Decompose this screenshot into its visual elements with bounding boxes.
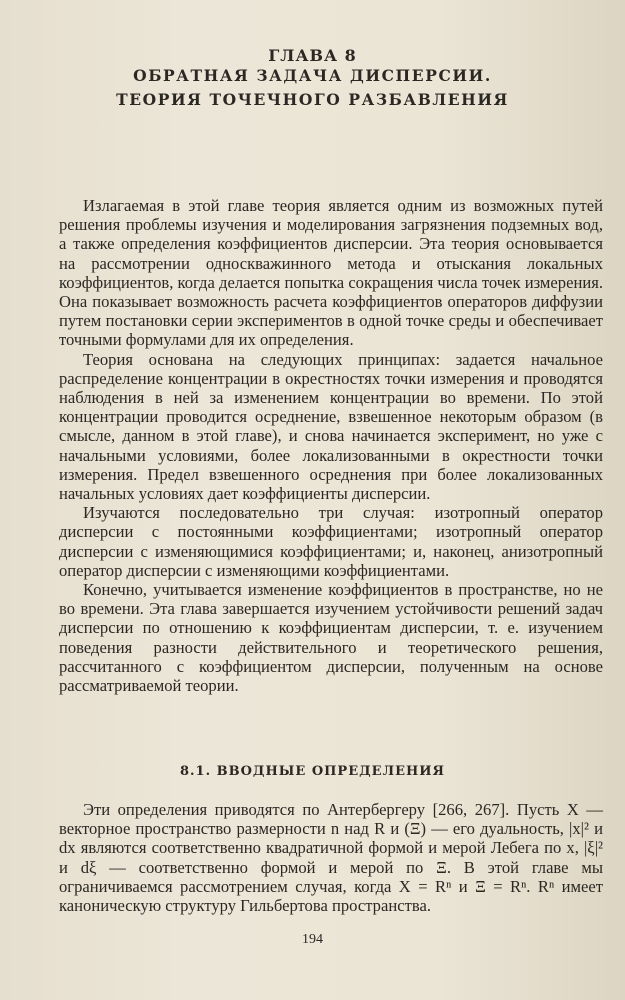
paragraph: Конечно, учитывается изменение коэффициентов в пространстве, но не во времени. Эта глава завершается изучением устойчивости решений задач дисперсии по отношению к коэффициентам дисперсии, т. е. изучением поведения разности действительного и теоретического решения, рассчитанного с коэффициентом дисперсии, полученным на основе рассматриваемой теории. [59, 580, 603, 696]
paragraph: Теория основана на следующих принципах: задается начальное распределение концентрации в окрестностях точки измерения и проводятся наблюдения в ней за изменением концентрации во времени. По этой концентрации проводится осреднение, взвешенное некоторым образом (в смысле, данном в этой главе), и снова начинается эксперимент, но уже с начальными условиями, более локализованными в окрестности точки измерения. Предел взвешенного осреднения при более локализованных начальных условиях дает коэффициенты дисперсии. [59, 349, 603, 504]
chapter-title-line2: ТЕОРИЯ ТОЧЕЧНОГО РАЗБАВЛЕНИЯ [116, 90, 509, 109]
chapter-title-line1: ОБРАТНАЯ ЗАДАЧА ДИСПЕРСИИ. [133, 66, 492, 85]
paragraph: Изучаются последовательно три случая: изотропный оператор дисперсии с постоянными коэффициентами; изотропный оператор дисперсии с изменяющимися коэффициентами; и, наконец, анизотропный оператор дисперсии с изменяющими коэффициентами. [59, 503, 603, 580]
chapter-intro-text [59, 196, 603, 695]
page-number: 194 [302, 932, 323, 947]
paragraph: Эти определения приводятся по Антербергеру [266, 267]. Пусть X — векторное пространство размерности n над R и (Ξ) — его дуальность, |x|² и dx являются соответственно квадратичной формой и мерой Лебега по x, |ξ|² и dξ — соответственно формой и мерой по Ξ. В этой главе мы ограничиваемся рассмотрением случая, когда X = Rⁿ и Ξ = Rⁿ. Rⁿ имеет каноническую структуру Гильбертова пространства. [59, 800, 603, 916]
chapter-label: ГЛАВА 8 [268, 46, 357, 65]
section-text [59, 800, 603, 915]
section-heading: 8.1. ВВОДНЫЕ ОПРЕДЕЛЕНИЯ [179, 764, 446, 779]
paragraph: Излагаемая в этой главе теория является одним из возможных путей решения проблемы изучения и моделирования загрязнения подземных вод, а также определения коэффициентов дисперсии. Эта теория основывается на рассмотрении односкважинного метода и отыскания локальных коэффициентов, когда делается попытка сокращения числа точек измерения. Она показывает возможность расчета коэффициентов операторов диффузии путем постановки серии экспериментов в одной точке среды и обеспечивает точными формулами для их определения. [59, 196, 603, 350]
